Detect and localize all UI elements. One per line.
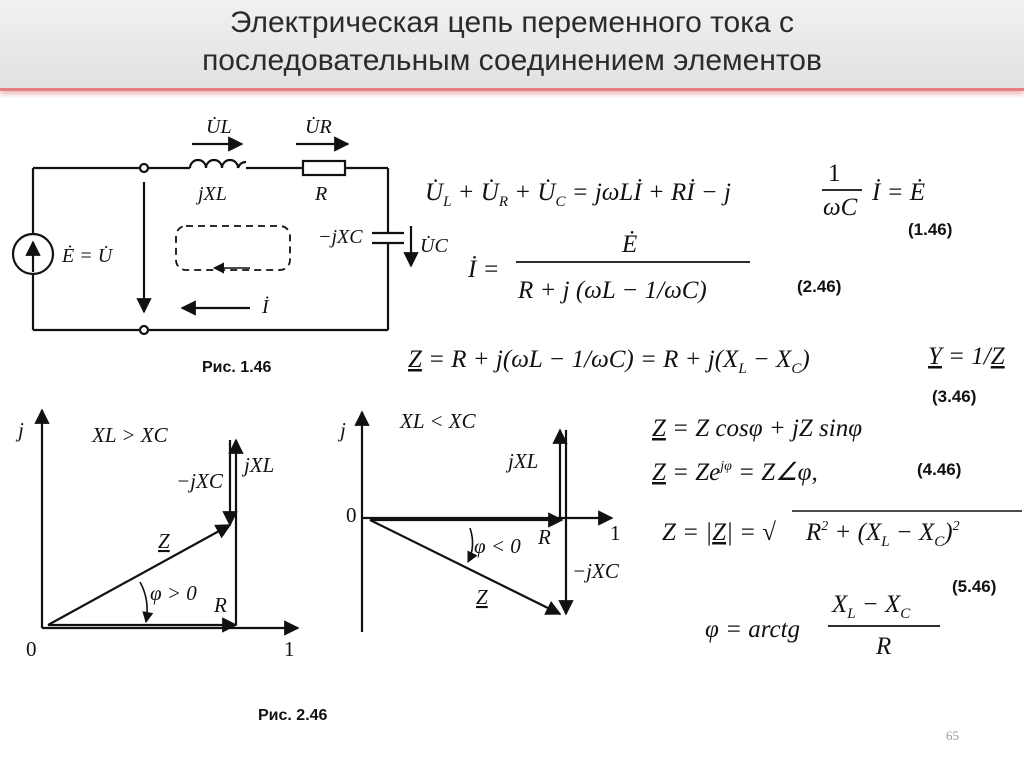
right-condition: XL < XC <box>400 409 476 433</box>
right-phi-arc <box>468 528 473 562</box>
equation-6-lhs: φ = arctg <box>705 616 801 643</box>
right-z-vector <box>370 520 560 614</box>
right-z-label: Z <box>476 585 488 609</box>
xl-label: jXL <box>198 183 227 205</box>
source-label: Ė = U̇ <box>62 245 113 267</box>
right-y-label: j <box>340 418 346 442</box>
ur-label: U̇R <box>305 116 332 138</box>
equation-1-frac-num: 1 <box>828 160 841 187</box>
equation-1-tail: İ = Ė <box>872 179 925 206</box>
left-xc-label: −jXC <box>176 469 223 493</box>
equation-2-lhs: İ = <box>468 256 500 283</box>
equation-tag-4: (4.46) <box>917 460 962 479</box>
equation-3-admittance: Y = 1/Z <box>928 343 1005 370</box>
left-xl-label: jXL <box>244 453 275 477</box>
equation-2-den: R + j (ωL − 1/ωC) <box>518 277 707 304</box>
terminal-bottom <box>140 326 148 334</box>
right-phi-label: φ < 0 <box>474 534 521 558</box>
uc-label: U̇C <box>420 235 448 257</box>
right-origin-label: 0 <box>346 503 357 527</box>
equation-3: $Z = R + j(\omega L - 1/\omega C) = R + j(X_L - X_C)$ <box>408 346 810 377</box>
equation-4a: Z = Z cosφ + jZ sinφ <box>652 415 863 442</box>
xc-label: −jXC <box>318 226 363 248</box>
equation-6-den: R <box>876 633 892 660</box>
equation-tag-3: (3.46) <box>932 387 977 406</box>
equation-tag-5: (5.46) <box>952 577 997 596</box>
left-phi-label: φ > 0 <box>150 581 197 605</box>
left-z-vector <box>48 525 230 625</box>
loop-current-path <box>176 226 290 270</box>
equation-5-radicand: $R^2 + (X_L - X_C)^2$ <box>806 519 960 550</box>
left-origin-label: 0 <box>26 637 37 661</box>
equation-tag-1: (1.46) <box>908 220 953 239</box>
inductor <box>190 160 246 168</box>
terminal-top <box>140 164 148 172</box>
title-line-2: последовательным соединением элементов <box>202 44 822 77</box>
equation-1-frac-den: ωC <box>823 194 858 221</box>
r-label: R <box>315 183 328 205</box>
title-line-1: Электрическая цепь переменного тока с <box>229 6 795 39</box>
equation-tag-2: (2.46) <box>797 277 842 296</box>
figure-caption-2: Рис. 2.46 <box>258 707 328 724</box>
right-x-label: 1 <box>610 521 621 545</box>
right-r-label: R <box>538 525 551 549</box>
figure-caption-1: Рис. 1.46 <box>202 359 272 376</box>
equation-6-num: $X_L - X_C$ <box>832 591 911 622</box>
left-z-label: Z <box>158 529 170 553</box>
left-y-label: j <box>18 418 24 442</box>
right-xl-label: jXL <box>508 449 539 473</box>
equation-1: $U̇_L$ + $U̇_R$ + $U̇_C$ = jωLİ + Rİ − j <box>425 179 731 210</box>
left-x-label: 1 <box>284 637 295 661</box>
equation-4b: $Z = Ze^{j\varphi}$ = Z∠φ, <box>652 459 818 486</box>
equation-2-num: Ė <box>622 231 638 258</box>
left-phi-arc <box>140 582 147 622</box>
ul-label: U̇L <box>206 116 232 138</box>
right-xc-label: −jXC <box>572 559 619 583</box>
left-condition: XL > XC <box>92 423 168 447</box>
left-r-label: R <box>214 593 227 617</box>
current-label: İ <box>262 296 269 318</box>
resistor <box>303 161 345 175</box>
page-number: 65 <box>946 728 959 743</box>
equation-5: Z = |Z| = √ <box>662 519 777 546</box>
